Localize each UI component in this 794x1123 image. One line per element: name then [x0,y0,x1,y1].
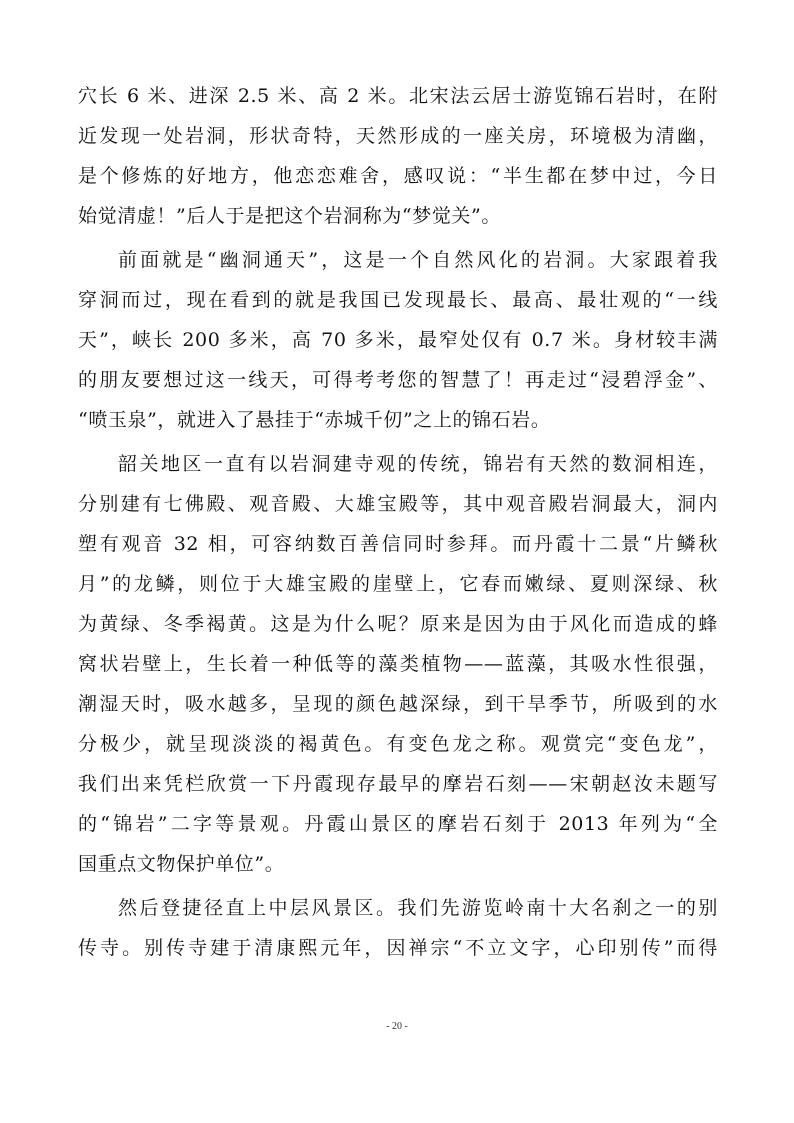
text-line: 塑有观音 32 相，可容纳数百善信同时参拜。而丹霞十二景“片鳞秋 [78,533,718,555]
text-line: 近发现一处岩洞，形状奇特，天然形成的一座关房，环境极为清幽， [78,125,718,147]
text-line: 的朋友要想过这一线天，可得考考您的智慧了！再走过“浸碧浮金”、 [78,369,718,391]
text-line: 的“锦岩”二字等景观。丹霞山景区的摩岩石刻于 2013 年列为“全 [78,813,718,835]
text-line: 国重点文物保护单位”。 [78,853,285,875]
text-line: 月”的龙鳞，则位于大雄宝殿的崖壁上，它春而嫩绿、夏则深绿、秋 [78,573,718,595]
text-line: 为黄绿、冬季褐黄。这是为什么呢？原来是因为由于风化而造成的蜂 [78,613,718,635]
paragraph-first-line: 前面就是“幽洞通天”，这是一个自然风化的岩洞。大家跟着我 [118,249,718,271]
text-line: 我们出来凭栏欣赏一下丹霞现存最早的摩岩石刻——宋朝赵汝未题写 [78,773,718,795]
text-line: 分别建有七佛殿、观音殿、大雄宝殿等，其中观音殿岩洞最大，洞内 [78,493,718,515]
paragraph-first-line: 然后登捷径直上中层风景区。我们先游览岭南十大名刹之一的别 [118,897,718,919]
text-line: 传寺。别传寺建于清康熙元年，因禅宗“不立文字，心印别传”而得 [78,937,718,959]
page-number: - 20 - [386,1021,408,1032]
text-line: 分极少，就呈现淡淡的褐黄色。有变色龙之称。观赏完“变色龙”， [78,733,718,755]
text-line: “喷玉泉”，就进入了悬挂于“赤城千仞”之上的锦石岩。 [78,409,551,431]
text-line: 天”，峡长 200 多米，高 70 多米，最窄处仅有 0.7 米。身材较丰满 [78,329,718,351]
text-line: 穿洞而过，现在看到的就是我国已发现最长、最高、最壮观的“一线 [78,289,718,311]
text-line: 穴长 6 米、进深 2.5 米、高 2 米。北宋法云居士游览锦石岩时，在附 [78,85,718,107]
text-line: 是个修炼的好地方，他恋恋难舍，感叹说：“半生都在梦中过，今日 [78,165,718,187]
text-line: 始觉清虚！”后人于是把这个岩洞称为“梦觉关”。 [78,205,501,227]
text-line: 潮湿天时，吸水越多，呈现的颜色越深绿，到干旱季节，所吸到的水 [78,693,718,715]
text-line: 窝状岩壁上，生长着一种低等的藻类植物——蓝藻，其吸水性很强， [78,653,718,675]
paragraph-first-line: 韶关地区一直有以岩洞建寺观的传统，锦岩有天然的数洞相连， [118,453,718,475]
